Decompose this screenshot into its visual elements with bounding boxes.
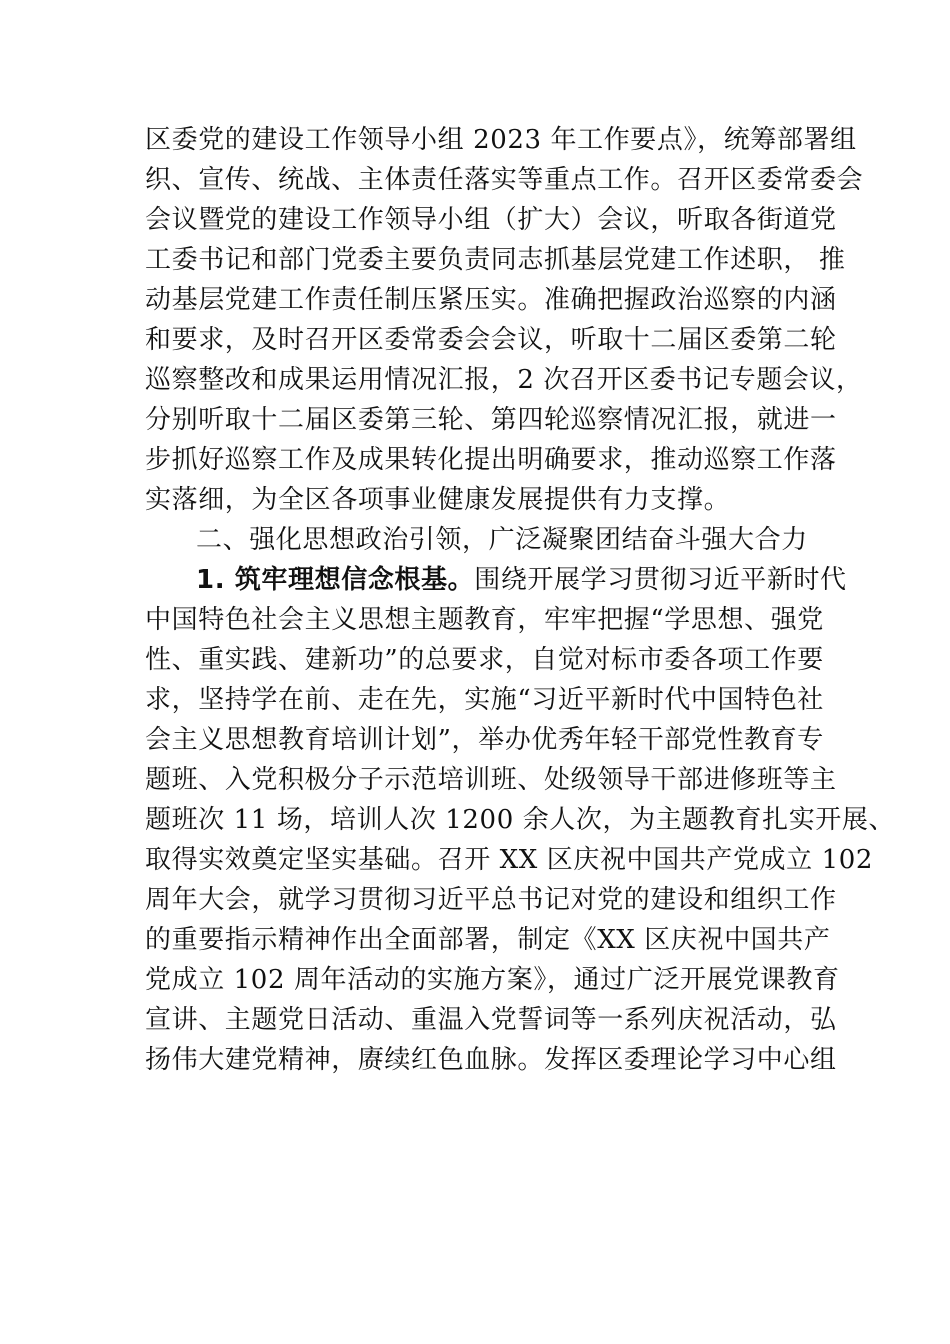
paragraph-line: 动基层党建工作责任制压紧压实。准确把握政治巡察的内涵 (145, 285, 837, 315)
paragraph-line: 中国特色社会主义思想主题教育，牢牢把握“学思想、强党 (145, 605, 824, 635)
paragraph-line: 扬伟大建党精神，赓续红色血脉。发挥区委理论学习中心组 (145, 1045, 837, 1075)
section-heading: 二、强化思想政治引领，广泛凝聚团结奋斗强大合力 (196, 525, 808, 555)
paragraph-line: 实落细，为全区各项事业健康发展提供有力支撑。 (145, 485, 731, 515)
paragraph-line: 会主义思想教育培训计划”，举办优秀年轻干部党性教育专 (145, 725, 824, 755)
first-line-text: 围绕开展学习贯彻习近平新时代 (474, 565, 847, 595)
paragraph-line: 织、宣传、统战、主体责任落实等重点工作。召开区委常委会 (145, 165, 864, 195)
paragraph-first-line (196, 560, 847, 600)
paragraph-line: 分别听取十二届区委第三轮、第四轮巡察情况汇报，就进一 (145, 405, 837, 435)
paragraph-line: 周年大会，就学习贯彻习近平总书记对党的建设和组织工作 (145, 885, 837, 915)
paragraph-line: 题班、入党积极分子示范培训班、处级领导干部进修班等主 (145, 765, 837, 795)
paragraph-line: 宣讲、主题党日活动、重温入党誓词等一系列庆祝活动，弘 (145, 1005, 837, 1035)
bold-lead-in: 1. 筑牢理想信念根基。 (196, 565, 475, 595)
paragraph-line: 取得实效奠定坚实基础。召开 XX 区庆祝中国共产党成立 102 (145, 845, 874, 875)
paragraph-line: 党成立 102 周年活动的实施方案》，通过广泛开展党课教育 (145, 965, 840, 995)
paragraph-line: 工委书记和部门党委主要负责同志抓基层党建工作述职， 推 (145, 245, 846, 275)
paragraph-line: 和要求，及时召开区委常委会会议，听取十二届区委第二轮 (145, 325, 837, 355)
paragraph-line: 性、重实践、建新功”的总要求，自觉对标市委各项工作要 (145, 645, 824, 675)
paragraph-line: 巡察整改和成果运用情况汇报，2 次召开区委书记专题会议， (145, 365, 863, 395)
paragraph-line: 区委党的建设工作领导小组 2023 年工作要点》，统筹部署组 (145, 125, 857, 155)
paragraph-line: 步抓好巡察工作及成果转化提出明确要求，推动巡察工作落 (145, 445, 837, 475)
paragraph-line: 求，坚持学在前、走在先，实施“习近平新时代中国特色社 (145, 685, 824, 715)
paragraph-line: 的重要指示精神作出全面部署，制定《XX 区庆祝中国共产 (145, 925, 831, 955)
paragraph-line: 题班次 11 场，培训人次 1200 余人次，为主题教育扎实开展、 (145, 805, 896, 835)
paragraph-line: 会议暨党的建设工作领导小组（扩大）会议，听取各街道党 (145, 205, 837, 235)
